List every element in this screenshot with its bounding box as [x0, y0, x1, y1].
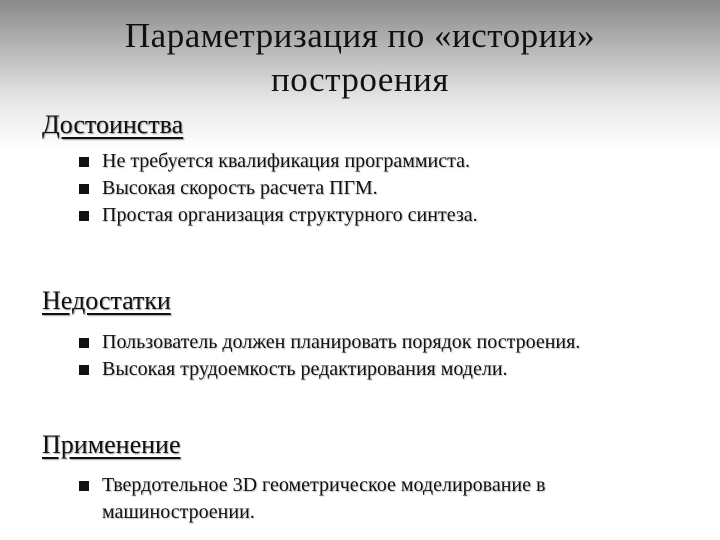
square-bullet-icon — [79, 211, 89, 221]
slide-title-line-1: Параметризация по «истории» — [124, 16, 596, 55]
list-item-text: Пользователь должен планировать порядок построения. — [102, 331, 581, 353]
list-item-text: Высокая трудоемкость редактирования модели. — [102, 358, 508, 380]
slide-title — [40, 14, 680, 102]
list-item-text: Твердотельное 3D геометрическое моделирование в машиностроении. — [102, 474, 546, 523]
slide-title-line-2: построения — [271, 60, 449, 99]
square-bullet-icon — [79, 481, 89, 491]
list-item — [0, 202, 720, 229]
section-heading-advantages: Достоинства — [42, 110, 184, 139]
square-bullet-icon — [79, 338, 89, 348]
list-item-text: Простая организация структурного синтеза. — [102, 204, 478, 226]
list-item — [0, 175, 720, 202]
square-bullet-icon — [79, 365, 89, 375]
advantages-list — [0, 148, 720, 229]
list-item — [0, 148, 720, 175]
list-item — [0, 329, 720, 356]
list-item — [0, 472, 720, 526]
application-list — [0, 472, 720, 526]
section-heading-disadvantages: Недостатки — [42, 286, 171, 315]
list-item-text: Высокая скорость расчета ПГМ. — [102, 177, 378, 199]
section-heading-application: Применение — [42, 430, 181, 459]
list-item — [0, 356, 720, 383]
list-item-text: Не требуется квалификация программиста. — [102, 150, 470, 172]
disadvantages-list — [0, 329, 720, 383]
square-bullet-icon — [79, 184, 89, 194]
square-bullet-icon — [79, 157, 89, 167]
